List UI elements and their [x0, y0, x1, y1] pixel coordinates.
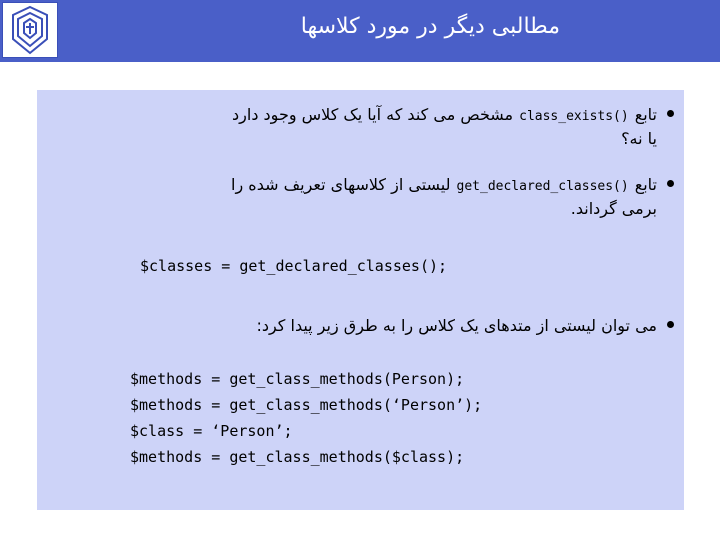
bullet-text: تابع [634, 175, 657, 194]
title-bar [0, 0, 720, 62]
bullet-icon [667, 321, 674, 328]
code-get-declared-classes: $classes = get_declared_classes(); [140, 257, 448, 275]
code-line: $class = ‘Person’; [130, 422, 293, 440]
slide-title: مطالبی دیگر در مورد کلاسها [300, 14, 560, 39]
bullet-text: تابع [634, 105, 657, 124]
bullet-get-declared-classes [231, 174, 674, 220]
bullet-text: مشخص می کند که آیا یک کلاس وجود دارد [232, 105, 514, 124]
bullet-class-methods [256, 315, 674, 337]
content-panel [37, 90, 684, 510]
university-logo [2, 2, 58, 58]
code-line: $methods = get_class_methods(Person); [130, 370, 465, 388]
code-line: $methods = get_class_methods($class); [130, 448, 465, 466]
bullet-text: می توان لیستی از متدهای یک کلاس را به طرق زیر پیدا کرد: [256, 316, 657, 335]
bullet-continuation: یا نه؟ [621, 129, 657, 148]
code-line: $methods = get_class_methods(‘Person’); [130, 396, 483, 414]
bullet-class-exists [232, 104, 674, 150]
inline-code: class_exists() [519, 109, 629, 124]
inline-code: get_declared_classes() [456, 179, 629, 194]
bullet-icon [667, 110, 674, 117]
bullet-icon [667, 180, 674, 187]
logo-emblem-icon [3, 3, 57, 57]
bullet-continuation: برمی گرداند. [570, 199, 657, 218]
bullet-text: لیستی از کلاسهای تعریف شده را [231, 175, 451, 194]
